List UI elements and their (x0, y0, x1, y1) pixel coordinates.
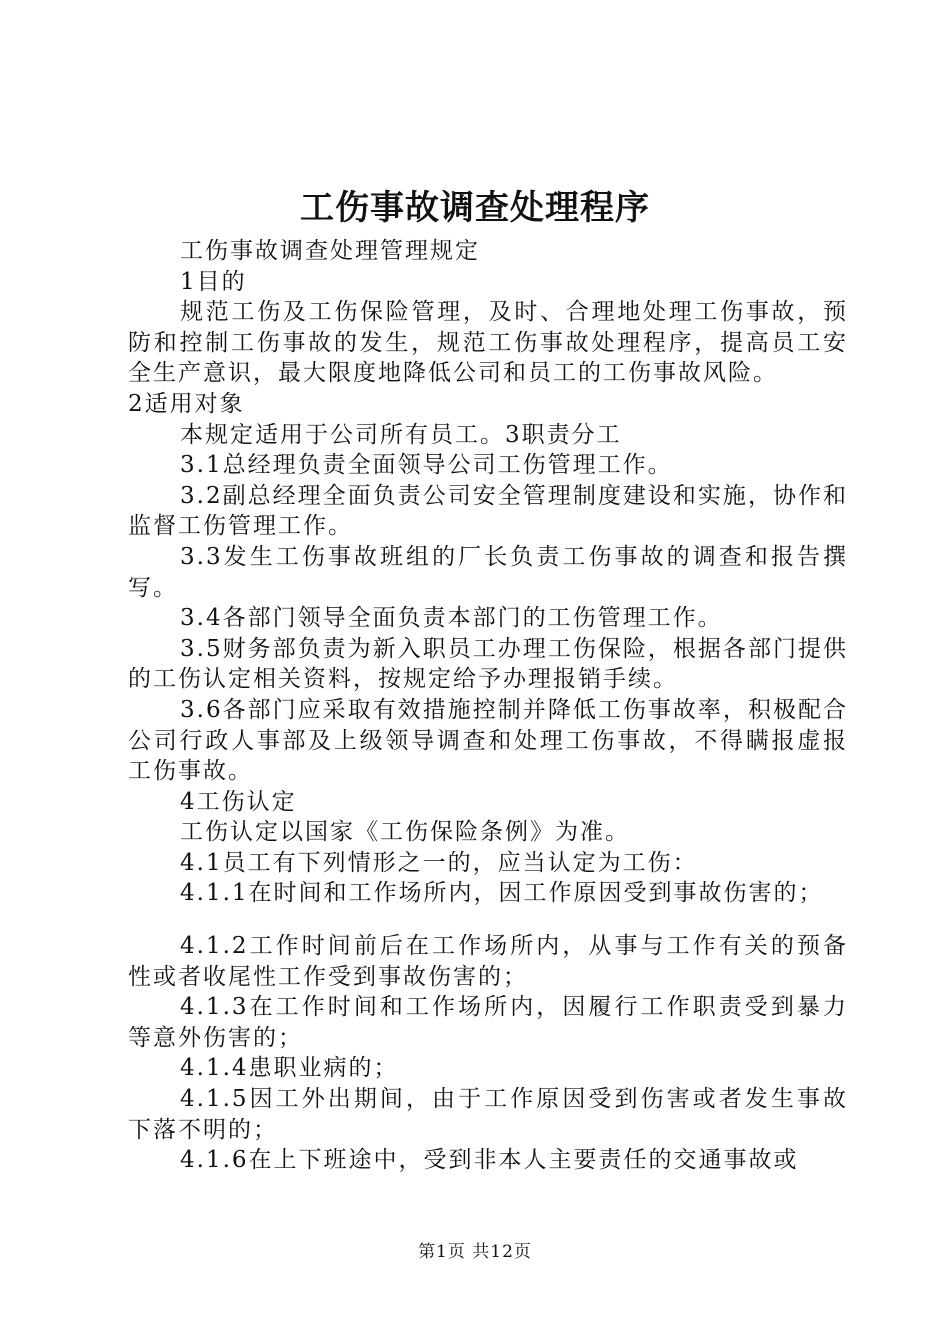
paragraph-heading: 工伤事故调查处理管理规定 (180, 238, 480, 264)
paragraph-3-6: 3.6各部门应采取有效措施控制并降低工伤事故率，积极配合公司行政人事部及上级领导调查和处理工伤事故，不得瞒报虚报工伤事故。 (128, 696, 848, 785)
paragraph-purpose: 规范工伤及工伤保险管理，及时、合理地处理工伤事故，预防和控制工伤事故的发生，规范工伤事故处理程序，提高员工安全生产意识，最大限度地降低公司和员工的工伤事故风险。 (128, 299, 848, 387)
paragraph-4-1: 4.1员工有下列情形之一的，应当认定为工伤： (180, 849, 698, 876)
paragraph-scope: 本规定适用于公司所有员工。3职责分工 (180, 421, 622, 448)
paragraph-recognition-basis: 工伤认定以国家《工伤保险条例》为准。 (180, 819, 630, 846)
paragraph-4-1-5: 4.1.5因工外出期间，由于工作原因受到伤害或者发生事故下落不明的； (128, 1086, 848, 1143)
paragraph-4-1-4: 4.1.4患职业病的； (180, 1055, 399, 1082)
paragraph-3-4: 3.4各部门领导全面负责本部门的工伤管理工作。 (180, 605, 723, 632)
paragraph-3-2: 3.2副总经理全面负责公司安全管理制度建设和实施，协作和监督工伤管理工作。 (128, 482, 848, 540)
paragraph-gap (128, 909, 848, 931)
paragraph-3-3: 3.3发生工伤事故班组的厂长负责工伤事故的调查和报告撰写。 (128, 543, 848, 601)
paragraph-4-1-3: 4.1.3在工作时间和工作场所内，因履行工作职责受到暴力等意外伤害的； (128, 994, 848, 1051)
section-heading-injury-recognition: 4工伤认定 (180, 788, 297, 815)
paragraph-4-1-2: 4.1.2工作时间前后在工作场所内，从事与工作有关的预备性或者收尾性工作受到事故伤害的； (128, 933, 848, 990)
paragraph-3-1: 3.1总经理负责全面领导公司工伤管理工作。 (180, 452, 673, 479)
document-title: 工伤事故调查处理程序 (300, 188, 650, 228)
document-body (128, 236, 848, 1176)
paragraph-3-5: 3.5财务部负责为新入职员工办理工伤保险，根据各部门提供的工伤认定相关资料，按规定给予办理报销手续。 (128, 635, 848, 693)
section-heading-scope: 2适用对象 (128, 390, 245, 417)
paragraph-4-1-1: 4.1.1在时间和工作场所内，因工作原因受到事故伤害的； (180, 880, 824, 907)
page-footer: 第1页 共12页 (418, 1242, 532, 1262)
paragraph-4-1-6: 4.1.6在上下班途中，受到非本人主要责任的交通事故或 (180, 1147, 799, 1174)
section-heading-purpose: 1目的 (180, 268, 247, 295)
